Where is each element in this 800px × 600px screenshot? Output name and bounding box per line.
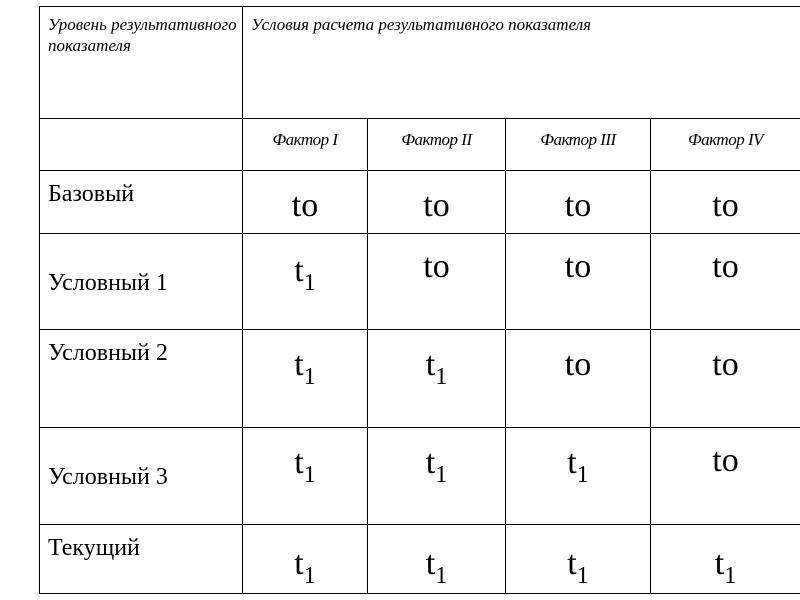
value-subscript: 1 [303,270,316,296]
factor-value-cell [506,171,651,234]
header-row [40,7,800,119]
factor-value-cell [368,234,506,330]
value-base: to [712,442,739,479]
conditions-header [243,7,800,119]
value-base: to [423,187,450,224]
factor-value-cell [506,330,651,428]
factor-value-cell [651,330,800,428]
factor-value-cell [651,428,800,525]
value-base: t [425,545,436,582]
factor-value-cell [368,330,506,428]
factor-value-cell [243,525,368,594]
value-base: t [294,444,304,481]
row-label: Условный 1 [40,234,243,330]
factor-value-cell [651,171,800,234]
factor-value-cell [651,234,800,330]
factor-4-header: Фактор IV [651,119,800,171]
conditions-header-text: Условия расчета результативного показателя [251,15,592,34]
value-base: to [712,346,739,383]
value-subscript: 1 [303,462,316,488]
factor-value-cell [368,171,506,234]
factor-1-header: Фактор I [243,119,368,171]
value-base: t [294,252,304,289]
table-row [40,330,800,428]
value-base: t [294,545,304,582]
value-base: t [425,346,436,383]
row-label: Условный 2 [40,330,243,428]
value-subscript: 1 [576,462,589,488]
factor-value-cell [243,428,368,525]
value-base: t [567,444,577,481]
factor-value-cell [506,428,651,525]
empty-header-cell [40,119,243,171]
value-base: to [423,248,450,285]
value-base: to [564,248,592,285]
factor-value-cell [368,428,506,525]
factor-value-cell [368,525,506,594]
value-base: to [712,248,739,285]
table-row [40,428,800,525]
value-base: to [564,187,592,224]
value-base: t [425,444,436,481]
factor-value-cell [506,234,651,330]
factor-value-cell [243,330,368,428]
factor-value-cell [506,525,651,594]
row-label: Условный 3 [40,428,243,525]
value-base: to [291,187,319,224]
factor-value-cell [243,234,368,330]
factor-substitution-table [39,6,800,594]
table-row [40,525,800,594]
value-base: to [564,346,592,383]
value-subscript: 1 [724,563,737,589]
factor-3-header: Фактор III [506,119,651,171]
value-subscript: 1 [303,563,316,589]
level-header [40,7,243,119]
value-subscript: 1 [435,364,448,390]
table-row [40,234,800,330]
value-base: t [714,545,725,582]
table-row [40,171,800,234]
value-base: t [567,545,577,582]
row-label: Текущий [40,525,243,594]
value-base: t [294,346,304,383]
value-subscript: 1 [435,462,448,488]
factor-2-header: Фактор II [368,119,506,171]
value-subscript: 1 [303,364,316,390]
value-base: to [712,187,739,224]
factor-header-row [40,119,800,171]
row-label: Базовый [40,171,243,234]
factor-value-cell [243,171,368,234]
value-subscript: 1 [435,563,448,589]
value-subscript: 1 [576,563,589,589]
factor-value-cell [651,525,800,594]
level-header-text: Уровень результативного показателя [48,15,237,55]
